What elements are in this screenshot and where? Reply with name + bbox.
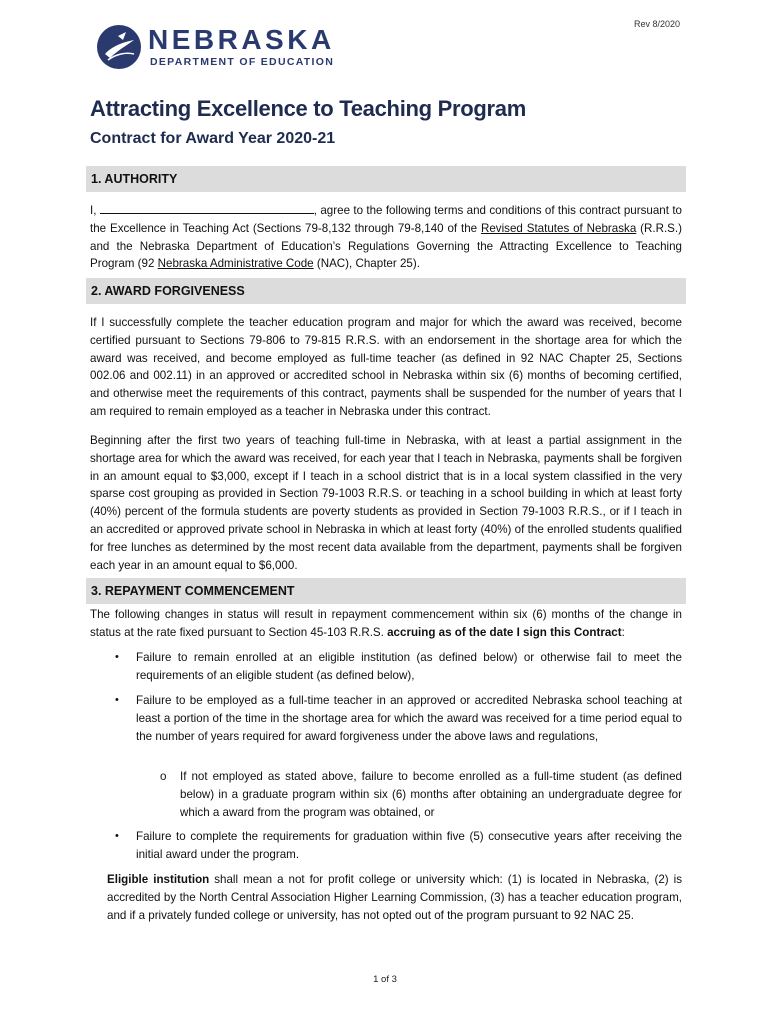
authority-text-2: , agree to the following terms and conditions of this contract pursuant to the Excellence in Teaching Act (Sections 79-8,132 through 79-8,140 of the	[90, 204, 682, 235]
revision-date: Rev 8/2020	[633, 19, 680, 29]
authority-text-4: (NAC), Chapter 25).	[313, 257, 420, 271]
logo-wordmark: NEBRASKA	[148, 24, 335, 55]
nebraska-seal-icon	[96, 24, 142, 70]
bullet-icon: •	[115, 830, 119, 842]
document-subtitle: Contract for Award Year 2020-21	[90, 130, 336, 147]
repayment-sub-bullet: If not employed as stated above, failure to become enrolled as a full-time student (as defined below) in a graduate program within six (6) months after obtaining an undergraduate degree for which a award from the program was obtained, or	[180, 770, 682, 819]
bullet-icon: •	[115, 694, 119, 706]
revised-statutes-link: Revised Statutes of Nebraska	[480, 221, 637, 235]
repayment-bullet-2: Failure to be employed as a full-time teacher in an approved or accredited Nebraska school teaching at least a portion of the time in the shortage area for which the award was received for a time period equal to the number of years required for award forgiveness under the above laws and regulations,	[136, 694, 682, 743]
name-signature-line[interactable]	[100, 201, 314, 214]
repayment-intro-text: The following changes in status will result in repayment commencement within six (6) months of the change in status at the rate fixed pursuant to Section 45-103 R.R.S.	[90, 608, 682, 639]
nac-link: Nebraska Administrative Code	[157, 257, 314, 271]
section-heading-forgiveness: 2. AWARD FORGIVENESS	[86, 278, 686, 304]
page-number: 1 of 3	[373, 974, 397, 985]
section-heading-repayment: 3. REPAYMENT COMMENCEMENT	[86, 578, 686, 604]
authority-text-1: I,	[90, 204, 100, 217]
repayment-bullet-3: Failure to complete the requirements for graduation within five (5) consecutive years after receiving the initial award under the program.	[136, 830, 682, 861]
nde-logo	[96, 24, 335, 72]
repayment-intro	[90, 606, 682, 642]
repayment-bullet-1: Failure to remain enrolled at an eligible institution (as defined below) or otherwise fail to meet the requirements of an eligible student (as defined below),	[136, 651, 682, 682]
logo-subtitle: DEPARTMENT OF EDUCATION	[150, 56, 335, 68]
eligible-institution-text: shall mean a not for profit college or university which: (1) is located in Nebraska, (2) is accredited by the North Central Association Higher Learning Commission, (3) has a teacher education program, and if a privately funded college or university, has not opted out of the program pursuant to 92 NAC 25.	[107, 873, 682, 922]
repayment-intro-end: :	[621, 625, 625, 639]
eligible-institution-term: Eligible institution	[107, 873, 210, 886]
document-title: Attracting Excellence to Teaching Program	[90, 96, 526, 121]
section-heading-authority: 1. AUTHORITY	[86, 166, 686, 192]
authority-paragraph	[90, 201, 682, 273]
forgiveness-paragraph-1: If I successfully complete the teacher education program and major for which the award was received, become certified pursuant to Sections 79-806 to 79-815 R.R.S. with an endorsement in the shortage area for which the award was received, and become employed as full-time teacher (as defined in 92 NAC Chapter 25, Sections 002.06 and 002.11) in an approved or accredited school in Nebraska within six (6) months of becoming certified, and otherwise meet the requirements of this contract, payments shall be suspended for the number of years that I am required to remain employed as a teacher in Nebraska under this contract.	[90, 316, 682, 418]
authority-text-3: (R.R.S.) and the Nebraska Department of Education’s Regulations Governing the Attracting Excellence to Teaching Program (92	[90, 221, 682, 271]
eligible-institution-definition	[107, 871, 682, 924]
bullet-icon: •	[115, 651, 119, 663]
forgiveness-paragraph-2: Beginning after the first two years of teaching full-time in Nebraska, with at least a partial assignment in the shortage area for which the award was received, for each year that I teach in Nebraska, payments shall be forgiven in an amount equal to $3,000, except if I teach in a school district that is in a local system classified in the very sparse cost grouping as provided in Section 79-1003 R.R.S. or teaching in a school building in which at least forty (40%) percent of the formula students are poverty students as provided in Section 79-1003 R.R.S., or if I teach in an accredited or approved private school in Nebraska in which at least forty (40%) of the enrolled students qualified for free lunches as determined by the most recent data available from the department, payments shall be forgiven each year in an amount equal to $6,000.	[90, 434, 682, 572]
sub-bullet-icon: o	[160, 770, 167, 783]
repayment-intro-bold: accruing as of the date I sign this Contract	[387, 625, 622, 639]
